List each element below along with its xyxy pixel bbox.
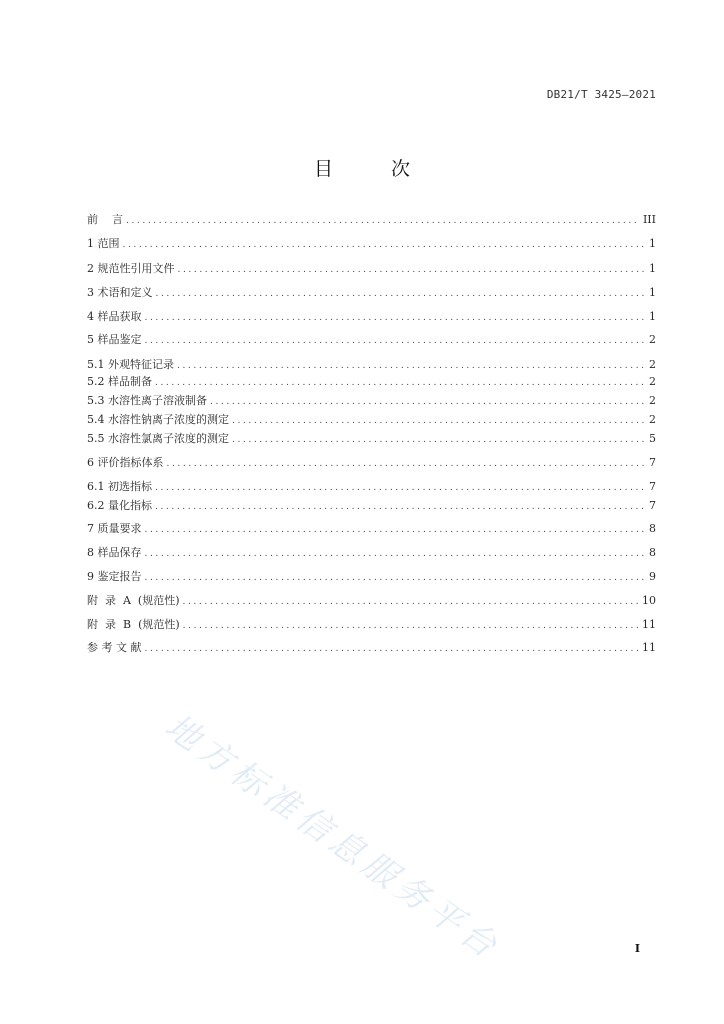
toc-entry-evaluation-system[interactable]: 6 评价指标体系 ..... 7 bbox=[87, 456, 656, 471]
toc-entry-foreword[interactable]: 前 言 ..... III bbox=[87, 213, 656, 228]
page-number: I bbox=[634, 942, 640, 955]
toc-entry-scope[interactable]: 1 范围 ..... 1 bbox=[87, 237, 656, 252]
toc-entry-references[interactable]: 参 考 文 献 ..... 11 bbox=[87, 641, 656, 656]
toc-entry-sample-storage[interactable]: 8 样品保存 ..... 8 bbox=[87, 546, 656, 561]
toc-entry-sample-identification[interactable]: 5 样品鉴定 ..... 2 bbox=[87, 333, 656, 348]
toc-entry-5-4[interactable]: 5.4 水溶性钠离子浓度的测定 ..... 2 bbox=[87, 413, 656, 428]
toc-entry-5-2[interactable]: 5.2 样品制备 ..... 2 bbox=[87, 375, 656, 390]
toc-entry-identification-report[interactable]: 9 鉴定报告 ..... 9 bbox=[87, 570, 656, 585]
document-code: DB21/T 3425—2021 bbox=[546, 88, 656, 101]
page-title: 目 次 bbox=[313, 158, 437, 180]
toc-entry-6-1[interactable]: 6.1 初选指标 ..... 7 bbox=[87, 480, 656, 495]
toc-entry-5-1[interactable]: 5.1 外观特征记录 ..... 2 bbox=[87, 358, 656, 373]
watermark: 地方标准信息服务平台 bbox=[157, 706, 509, 969]
toc-entry-6-2[interactable]: 6.2 量化指标 ..... 7 bbox=[87, 499, 656, 514]
toc-entry-appendix-b[interactable]: 附 录 B (规范性) ..... 11 bbox=[87, 618, 656, 633]
toc-entry-quality-requirements[interactable]: 7 质量要求 ..... 8 bbox=[87, 522, 656, 537]
toc-entry-normative-references[interactable]: 2 规范性引用文件 ..... 1 bbox=[87, 262, 656, 277]
toc-entry-sample-acquisition[interactable]: 4 样品获取 ..... 1 bbox=[87, 310, 656, 325]
toc-entry-appendix-a[interactable]: 附 录 A (规范性) ..... 10 bbox=[87, 594, 656, 609]
toc-entry-5-3[interactable]: 5.3 水溶性离子溶液制备 ..... 2 bbox=[87, 394, 656, 409]
toc-entry-5-5[interactable]: 5.5 水溶性氯离子浓度的测定 ..... 5 bbox=[87, 432, 656, 447]
table-of-contents bbox=[87, 0, 656, 1024]
toc-entry-terms[interactable]: 3 术语和定义 ..... 1 bbox=[87, 286, 656, 301]
